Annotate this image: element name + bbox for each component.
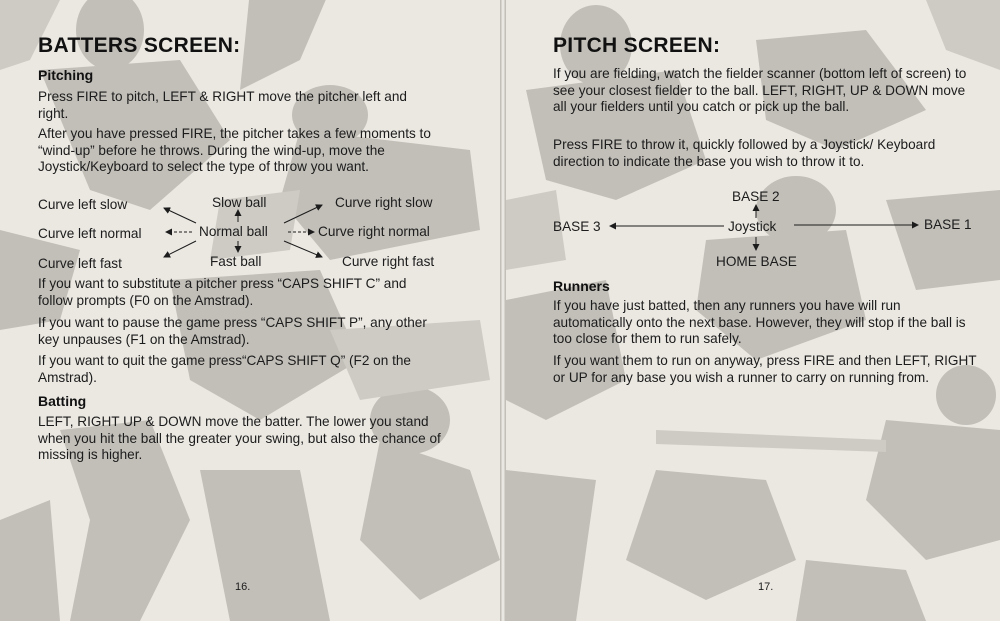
throw-curve-right-slow: Curve right slow — [335, 195, 433, 210]
runners-paragraph-1: If you have just batted, then any runners you have will run automatically onto the next base. However, they will stop if the ball is too close for them to run safely. — [553, 298, 966, 347]
pitch-screen-title: PITCH SCREEN: — [553, 34, 721, 57]
pitching-paragraph-1: Press FIRE to pitch, LEFT & RIGHT move the pitcher left and right. — [38, 89, 407, 121]
throw-curve-right-fast: Curve right fast — [342, 254, 435, 269]
pause-game-paragraph: If you want to pause the game press “CAPS SHIFT P”, any other key unpauses (F1 on the Amstrad). — [38, 315, 427, 347]
throw-slow-ball: Slow ball — [212, 195, 267, 210]
substitute-pitcher-paragraph: If you want to substitute a pitcher press “CAPS SHIFT C” and follow prompts (F0 on the Amstrad). — [38, 276, 407, 308]
throw-fast-ball: Fast ball — [210, 254, 262, 269]
throw-curve-left-normal: Curve left normal — [38, 226, 142, 241]
runners-heading: Runners — [553, 278, 610, 294]
label-joystick: Joystick — [728, 219, 777, 234]
right-page-content — [506, 0, 1000, 621]
arrow-up-right — [284, 205, 322, 223]
right-page — [506, 0, 1000, 621]
arrow-up-left — [164, 208, 196, 223]
page-number-right: 17. — [758, 581, 774, 593]
fielding-paragraph: If you are fielding, watch the fielder scanner (bottom left of screen) to see your closest fielder to the ball. LEFT, RIGHT, UP & DOWN move all your fielders until you catch or pick up the ball. — [553, 66, 967, 115]
throwing-paragraph: Press FIRE to throw it, quickly followed by a Joystick/ Keyboard direction to indicate the base you wish to throw it to. — [553, 137, 936, 169]
pitching-heading: Pitching — [38, 67, 94, 83]
pitching-paragraph-2: After you have pressed FIRE, the pitcher takes a few moments to “wind-up” before he throws. During the wind-up, move the Joystick/Keyboard to select the type of throw you want. — [38, 126, 431, 175]
page-number-left: 16. — [235, 581, 251, 593]
throw-curve-right-normal: Curve right normal — [318, 224, 430, 239]
runners-paragraph-2: If you want them to run on anyway, press FIRE and then LEFT, RIGHT or UP for any base you wish a runner to carry on running from. — [553, 353, 977, 385]
quit-game-paragraph: If you want to quit the game press“CAPS SHIFT Q” (F2 on the Amstrad). — [38, 353, 411, 385]
label-base-2: BASE 2 — [732, 189, 780, 204]
arrow-down-right — [284, 241, 322, 257]
label-base-3: BASE 3 — [553, 219, 601, 234]
batters-screen-title: BATTERS SCREEN: — [38, 34, 241, 57]
throw-curve-left-fast: Curve left fast — [38, 256, 122, 271]
label-home-base: HOME BASE — [716, 254, 797, 269]
throw-curve-left-slow: Curve left slow — [38, 197, 128, 212]
label-base-1: BASE 1 — [924, 217, 972, 232]
throw-normal-ball: Normal ball — [199, 224, 268, 239]
arrow-down-left — [164, 241, 196, 257]
batting-heading: Batting — [38, 393, 87, 409]
batting-paragraph: LEFT, RIGHT UP & DOWN move the batter. The lower you stand when you hit the ball the greater your swing, but also the chance of missing is higher. — [38, 414, 441, 463]
